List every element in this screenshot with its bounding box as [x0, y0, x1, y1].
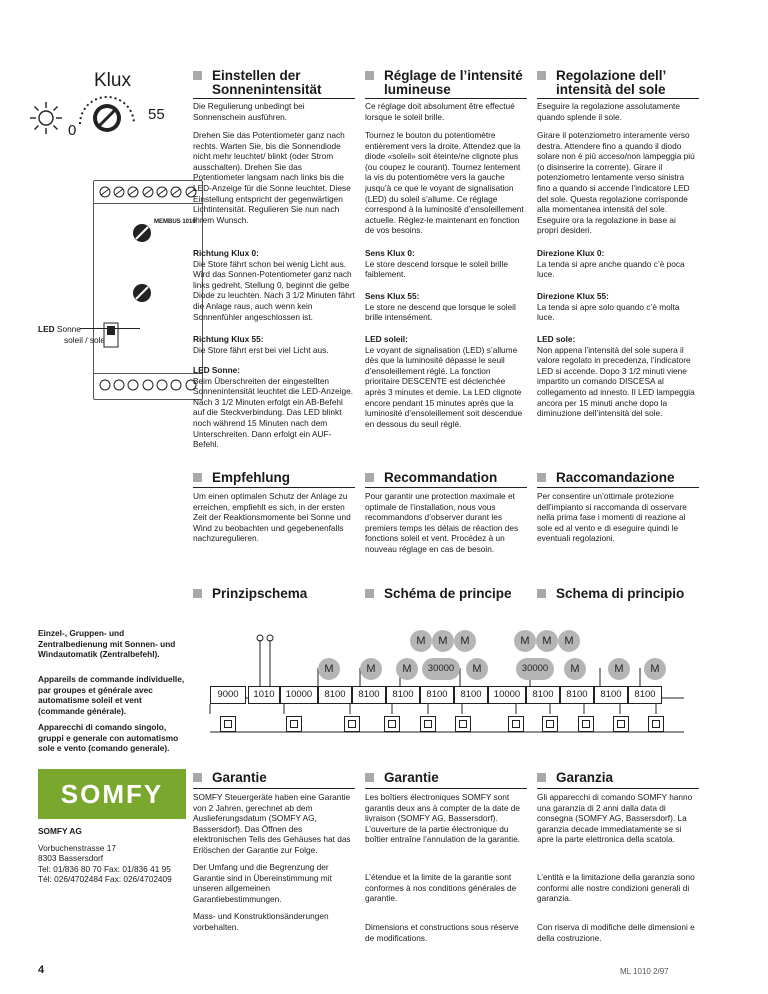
motor-mid-7: M: [644, 658, 666, 680]
module-12: 8100: [628, 686, 662, 704]
klux-label: Klux: [94, 70, 131, 91]
bullet-square-icon: [193, 473, 202, 482]
de-g2: Der Umfang und die Begrenzung der Garantie sind in Übereinstimmung mit unseren allgemeinen Garantiebestimmungen.: [193, 862, 332, 904]
scale-max: 55: [148, 106, 165, 123]
fr-p3: Le store descend lorsque le soleil brille faiblement.: [365, 258, 508, 280]
col-de-section1: [193, 69, 361, 97]
fr-p1: Ce réglage doit absolument être effectué lorsque le soleil brille.: [365, 101, 515, 122]
module-4: 8100: [352, 686, 386, 704]
it-p1: Eseguire la regolazione assolutamente quando splende il sole.: [537, 101, 680, 122]
knob-sun-icon: [130, 281, 154, 305]
switch-icon: [344, 716, 360, 732]
de-g3: Mass- und Konstruktionsänderungen vorbehalten.: [193, 911, 329, 932]
de-p2: Drehen Sie das Potentiometer ganz nach rechts. Warten Sie, bis die Sonnendiode nicht mehr leuchtet/ blinkt (oder Strom ausschalten). Drehen Sie das Potentiometer langsam nach links bis die LED-Anzeige für die Sonne leuchtet. Diese Einstellung entspricht der gegenwärtigen Lichtintensität. Regulieren Sie nun nach Ihrem Wunsch.: [193, 130, 351, 225]
it-p5: Non appena l’intensità del sole supera il valore regolato in precedenza, l’indicatore LED si accende. Dopo 3 1/2 minuti viene impartito un comando DISCESA al collegamento ad innesto. Il LED lampeggia ancora per 15 minuti anche dopo la diminuzione dell’intensità del sole.: [537, 344, 695, 419]
heading-schema-fr: Schéma de principe: [365, 587, 533, 601]
bullet-square-icon: [365, 773, 374, 782]
de-p1: Die Regulierung unbedingt bei Sonnenschein ausführen.: [193, 101, 305, 122]
motor-top-3: M: [454, 630, 476, 652]
bullet-square-icon: [537, 473, 546, 482]
switch-icon: [542, 716, 558, 732]
panel-text: MEMBUS 1010: [154, 219, 196, 225]
bullet-square-icon: [365, 473, 374, 482]
sun-sensor-icon: [257, 635, 273, 641]
heading-schema-it: Schema di principio: [537, 587, 705, 601]
it-p5-head: LED sole:: [537, 334, 576, 344]
switch-icon: [420, 716, 436, 732]
group-30000-a: 30000: [422, 658, 460, 680]
motor-top-5: M: [536, 630, 558, 652]
module-11: 8100: [594, 686, 628, 704]
it-g2: L’entità e la limitazione della garanzia sono conformi alle nostre condizioni generali di garanzia.: [537, 872, 695, 904]
module-3: 8100: [318, 686, 352, 704]
schema-desc-de: Einzel-, Gruppen- und Zentralbedienung mit Sonnen- und Windautomatik (Zentralbefehl).: [38, 628, 176, 659]
motor-mid-6: M: [608, 658, 630, 680]
heading-gar-it: Garanzia: [537, 771, 705, 785]
heading-schema-de: Prinzipschema: [193, 587, 361, 601]
it-rec: Per consentire un’ottimale protezione dell’impianto si raccomanda di osservare nella prima fase i momenti di reazione al sole ed al vento e di eseguire quindi le eventuali regolazioni.: [537, 491, 687, 544]
de-p4-head: Richtung Klux 55:: [193, 334, 264, 344]
bullet-square-icon: [537, 71, 546, 80]
fr-p3-head: Sens Klux 0:: [365, 248, 415, 258]
motor-mid-3: M: [396, 658, 418, 680]
switch-icon: [578, 716, 594, 732]
fr-p4-head: Sens Klux 55:: [365, 291, 420, 301]
motor-top-2: M: [432, 630, 454, 652]
switch-icon: [286, 716, 302, 732]
fr-p5: Le voyant de signalisation (LED) s’allume dès que la luminosité dépasse le seuil d’ensoleillement réglé. La fonction prioritaire DESCENTE est déclenchée après 3 minutes et demie. La LED clignote encore pendant 15 minutes après que la luminosité d’ensoleillement soit descendue en dessous du seuil réglé.: [365, 344, 523, 429]
bullet-square-icon: [193, 71, 202, 80]
col-fr-section1: [365, 69, 533, 97]
fr-p2: Tournez le bouton du potentiomètre entièrement vers la droite. Attendez que la diode «soleil» soit éteinte/ne clignote plus (ou coupez le courant). Tournez lentement la vis du potentiomètre vers la gauche jusqu’à ce que le voyant de signalisation (LED) du soleil s’allume. Ce réglage correspond à la luminosité d’ensoleillement actuelle. Réglez-le maintenant en fonction de vos besoins.: [365, 130, 524, 236]
module-0: 9000: [210, 686, 246, 704]
company-name: SOMFY AG: [38, 826, 82, 836]
it-g1: Gli apparecchi di comando SOMFY hanno una garanzia di 2 anni dalla data di consegna (SOMFY AG, Bassersdorf). La garanzia decade immediatamente se si apre la parte elettronica della scatola.: [537, 792, 693, 845]
device-illustration: [28, 70, 208, 400]
motor-mid-5: M: [564, 658, 586, 680]
somfy-logo: SOMFY: [38, 769, 186, 819]
motor-top-4: M: [514, 630, 536, 652]
module-10: 8100: [560, 686, 594, 704]
de-rec: Um einen optimalen Schutz der Anlage zu erreichen, empfiehlt es sich, in der ersten Zeit der Reaktionsmomente bei Sonne und Wind zu beobachten und gegebenenfalls nachzuregulieren.: [193, 491, 351, 544]
module-2: 10000: [280, 686, 318, 704]
sun-icon: [28, 100, 64, 136]
module-7: 8100: [454, 686, 488, 704]
switch-icon: [648, 716, 664, 732]
de-p3-head: Richtung Klux 0:: [193, 248, 259, 258]
heading-gar-fr: Garantie: [365, 771, 533, 785]
bullet-square-icon: [193, 589, 202, 598]
heading-rec-it: Raccomandazione: [537, 471, 705, 485]
doc-ref: ML 1010 2/97: [620, 967, 669, 976]
de-p5-head: LED Sonne:: [193, 365, 241, 375]
switch-icon: [455, 716, 471, 732]
scale-min: 0: [68, 122, 77, 139]
heading-it: Regolazione dell’ intensità del sole: [537, 69, 705, 97]
bullet-square-icon: [365, 589, 374, 598]
motor-mid-1: M: [318, 658, 340, 680]
terminal-row: [98, 185, 198, 199]
page-number: 4: [38, 964, 45, 976]
de-p4: Die Store fährt erst bei viel Licht aus.: [193, 344, 329, 355]
it-p4: La tenda si apre solo quando c’è molta luce.: [537, 301, 680, 323]
bullet-square-icon: [193, 773, 202, 782]
module-8: 10000: [488, 686, 526, 704]
control-unit-housing: [93, 180, 203, 400]
module-9: 8100: [526, 686, 560, 704]
motor-mid-2: M: [360, 658, 382, 680]
switch-icon: [508, 716, 524, 732]
led-label: LED Sonne: [38, 324, 81, 334]
heading-de: Einstellen der Sonnenintensität: [193, 69, 361, 97]
it-g3: Con riserva di modifiche delle dimensioni e della costruzione.: [537, 922, 695, 943]
fr-g3: Dimensions et constructions sous réserve de modifications.: [365, 922, 519, 943]
bullet-square-icon: [365, 71, 374, 80]
heading-fr: Réglage de l’intensité lumineuse: [365, 69, 533, 97]
motor-top-1: M: [410, 630, 432, 652]
group-30000-b: 30000: [516, 658, 554, 680]
bullet-square-icon: [537, 589, 546, 598]
de-p5: Beim Überschreiten der eingestellten Sonnenintensität leuchtet die LED-Anzeige. Nach 3 1/2 Minuten erfolgt ein AB-Befehl auf die Steckverbindung. Das LED blinkt noch während 15 Minuten nach dem Unterschreiten. Dann erfolgt ein AUF-Befehl.: [193, 375, 354, 450]
fr-p4: Le store ne descend que lorsque le soleil brille intensément.: [365, 301, 516, 323]
heading-rec-de: Empfehlung: [193, 471, 361, 485]
knob-wind-icon: [130, 221, 154, 245]
heading-gar-de: Garantie: [193, 771, 361, 785]
fr-g2: L’étendue et la limite de la garantie sont conformes à nos conditions générales de garantie.: [365, 872, 517, 904]
terminal-row-bottom: [98, 378, 198, 397]
company-street: Vorbuchenstrasse 17: [38, 842, 116, 853]
led-label-2: soleil / sole: [64, 335, 106, 345]
fr-g1: Les boîtiers électroniques SOMFY sont garantis deux ans à compter de la date de livraison (SOMFY AG, Bassersdorf). L’ouverture de la partie électronique du boîtier entraîne l’annulation de la garantie.: [365, 792, 520, 845]
schema-desc-fr: Appareils de commande individuelle, par groupes et générale avec automatisme soleil et vent (commande générale).: [38, 674, 185, 716]
company-city: 8303 Bassersdorf: [38, 853, 104, 864]
module-1: 1010: [248, 686, 280, 704]
company-tel-1: Tel: 01/836 80 70 Fax: 01/836 41 95: [38, 863, 171, 874]
company-tel-2: Tél: 026/4702484 Fax: 026/4702409: [38, 874, 172, 885]
it-p4-head: Direzione Klux 55:: [537, 291, 609, 301]
heading-rec-fr: Recommandation: [365, 471, 533, 485]
fr-p5-head: LED soleil:: [365, 334, 408, 344]
motor-mid-4: M: [466, 658, 488, 680]
led-pointer: [80, 328, 140, 329]
motor-top-6: M: [558, 630, 580, 652]
it-p3: La tenda si apre anche quando c’è poca luce.: [537, 258, 685, 280]
bullet-square-icon: [537, 773, 546, 782]
switch-icon: [613, 716, 629, 732]
it-p3-head: Direzione Klux 0:: [537, 248, 605, 258]
it-p2: Girare il potenziometro interamente verso destra. Attendere fino a quando il diodo solare non è più acceso/non lampeggia più (o disinserire la corrente). Girare il potenziometro lentamente verso sinistra fino a quando si accende l’indicatore LED del sole. Questa regolazione corrisponde alla momentanea intensità del sole. Eseguire ora la regolazione in base ai propri desideri.: [537, 130, 695, 236]
switch-icon: [384, 716, 400, 732]
switch-icon: [220, 716, 236, 732]
de-g1: SOMFY Steuergeräte haben eine Garantie von 2 Jahren, gerechnet ab dem Auslieferungsdatum (SOMFY AG, Bassersdorf). Das Öffnen des elektronischen Teils des Gehäuses hat das Erlöschen der Garantie zur Folge.: [193, 792, 351, 855]
module-6: 8100: [420, 686, 454, 704]
de-p3: Die Store fährt schon bei wenig Licht aus. Wird das Sonnen-Potentiometer ganz nach links gedreht, Stellung 0, beginnt die gelbe Diode zu leuchten. Nach 3 1/2 Minuten fährt die Anlage raus, auch wenn kein Sonnenfühler angeschlossen ist.: [193, 258, 355, 322]
module-5: 8100: [386, 686, 420, 704]
potentiometer-dial-icon: [72, 94, 142, 138]
schema-desc-it: Apparecchi di comando singolo, gruppi e generale con automatismo sole e vento (comando generale).: [38, 722, 179, 753]
col-it-section1: [537, 69, 705, 97]
fr-rec: Pour garantir une protection maximale et optimale de l’installation, nous vous recommandons d’observer durant les premiers temps les délais de réaction des fonctions soleil et vent. Procédez à un nouveau réglage en cas de besoin.: [365, 491, 519, 554]
